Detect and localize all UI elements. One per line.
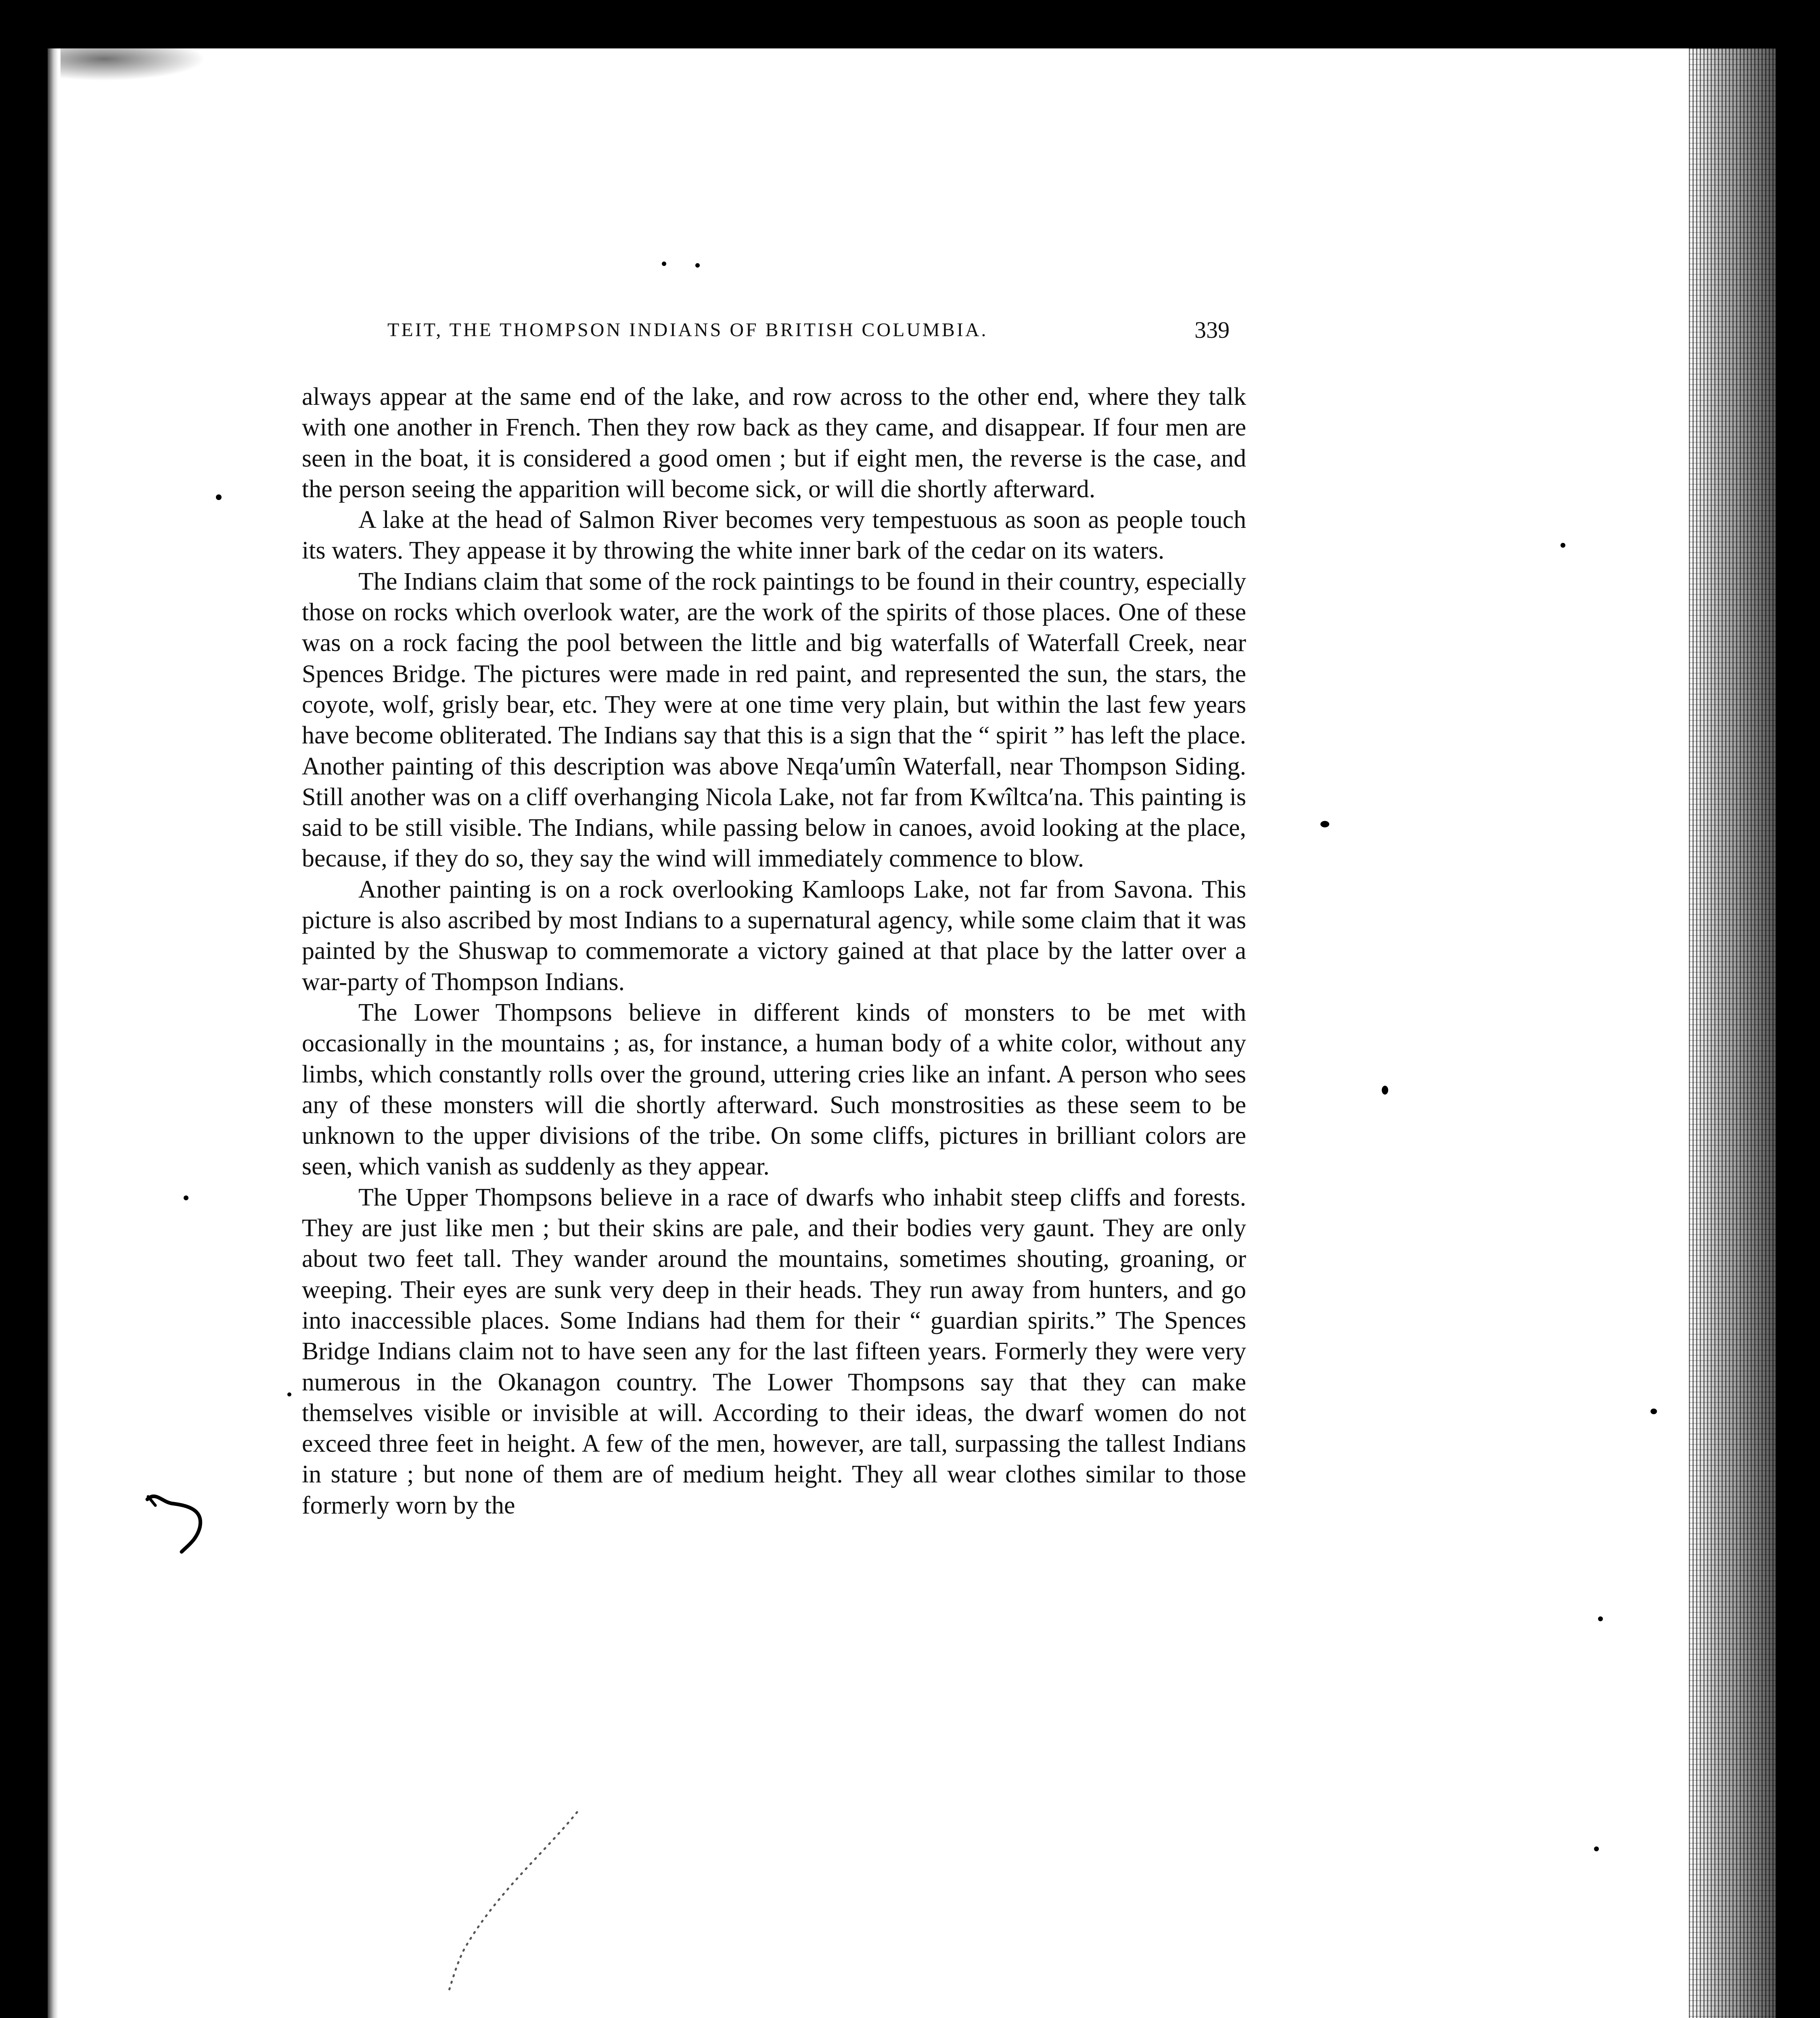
scan-border-right <box>1776 0 1820 2018</box>
scan-smudge <box>61 44 206 81</box>
scan-speck <box>184 1195 188 1200</box>
scan-speck <box>216 494 222 500</box>
scan-speck <box>1320 821 1329 827</box>
paragraph: The Indians claim that some of the rock paintings to be found in their country, especially those on rocks which overlook water, are the work of the spirits of those places. One of these was on a rock facing the pool between the little and big waterfalls of Waterfall Creek, near Spences Bridge. The pictures were made in red paint, and represented the sun, the stars, the coyote, wolf, grisly bear, etc. They were at one time very plain, but within the last few years have become obliterated. The Indians say that this is a sign that the “ spirit ” has left the place. Another painting of this description was above Nᴇqa′umîn Waterfall, near Thompson Siding. Still another was on a cliff overhanging Nicola Lake, not far from Kwîltca′na. This painting is said to be still visible. The Indians, while passing below in canoes, avoid looking at the place, because, if they do so, they say the wind will immediately commence to blow. <box>302 567 1246 873</box>
scan-speck <box>662 262 666 266</box>
scan-speck <box>1382 1086 1388 1095</box>
paragraph: Another painting is on a rock overlooking Kamloops Lake, not far from Savona. This picture is also ascribed by most Indians to a supernatural agency, while some claim that it was painted by the Shuswap to commemorate a victory gained at that place by the latter over a war-party of Thompson Indians. <box>302 875 1246 996</box>
scan-speck <box>287 1392 291 1396</box>
paragraph: always appear at the same end of the lake, and row across to the other end, where they talk with one another in French. Then they row back as they came, and disappear. If four men are seen in the boat, it is considered a good omen ; but if eight men, the reverse is the case, and the person seeing the apparition will become sick, or will die shortly afterward. <box>302 383 1246 503</box>
faint-dotted-arc <box>424 1804 593 1998</box>
running-title: TEIT, THE THOMPSON INDIANS OF BRITISH COLUMBIA. <box>387 319 988 341</box>
scan-speck <box>1594 1846 1599 1851</box>
page-right-edge-texture <box>1689 48 1776 2018</box>
scan-speck <box>1651 1409 1657 1414</box>
paragraph: A lake at the head of Salmon River becomes very tempestuous as soon as people touch its waters. They appease it by throwing the white inner bark of the cedar on its waters. <box>302 506 1246 565</box>
scan-border-top <box>0 0 1820 48</box>
scan-speck <box>695 263 700 268</box>
paragraph: The Upper Thompsons believe in a race of dwarfs who inhabit steep cliffs and forests. They are just like men ; but their skins are pale, and their bodies very gaunt. They are only about two feet tall. They wander around the mountains, sometimes shouting, groaning, or weeping. Their eyes are sunk very deep in their heads. They run away from hunters, and go into inaccessible places. Some Indians had them for their “ guardian spirits.” The Spences Bridge Indians claim not to have seen any for the last fifteen years. Formerly they were very numerous in the Okanagon country. The Lower Thompsons say that they can make themselves visible or invisible at will. According to their ideas, the dwarf women do not exceed three feet in height. A few of the men, however, are tall, surpassing the tallest Indians in stature ; but none of them are of medium height. They all wear clothes similar to those formerly worn by the <box>302 1183 1246 1519</box>
paragraph: The Lower Thompsons believe in different kinds of monsters to be met with occasionally in the mountains ; as, for instance, a human body of a white color, without any limbs, which constantly rolls over the ground, uttering cries like an infant. A person who sees any of these monsters will die shortly afterward. Such monstrosities as these seem to be unknown to the upper divisions of the tribe. On some cliffs, pictures in brilliant colors are seen, which vanish as suddenly as they appear. <box>302 999 1246 1181</box>
scan-speck <box>1598 1616 1603 1621</box>
scan-speck <box>1561 543 1565 548</box>
page-left-edge-shadow <box>48 48 58 2018</box>
scan-border-left <box>0 0 48 2018</box>
margin-squiggle-mark <box>143 1489 212 1558</box>
page-number: 339 <box>1195 317 1230 343</box>
body-text <box>302 381 1246 1521</box>
